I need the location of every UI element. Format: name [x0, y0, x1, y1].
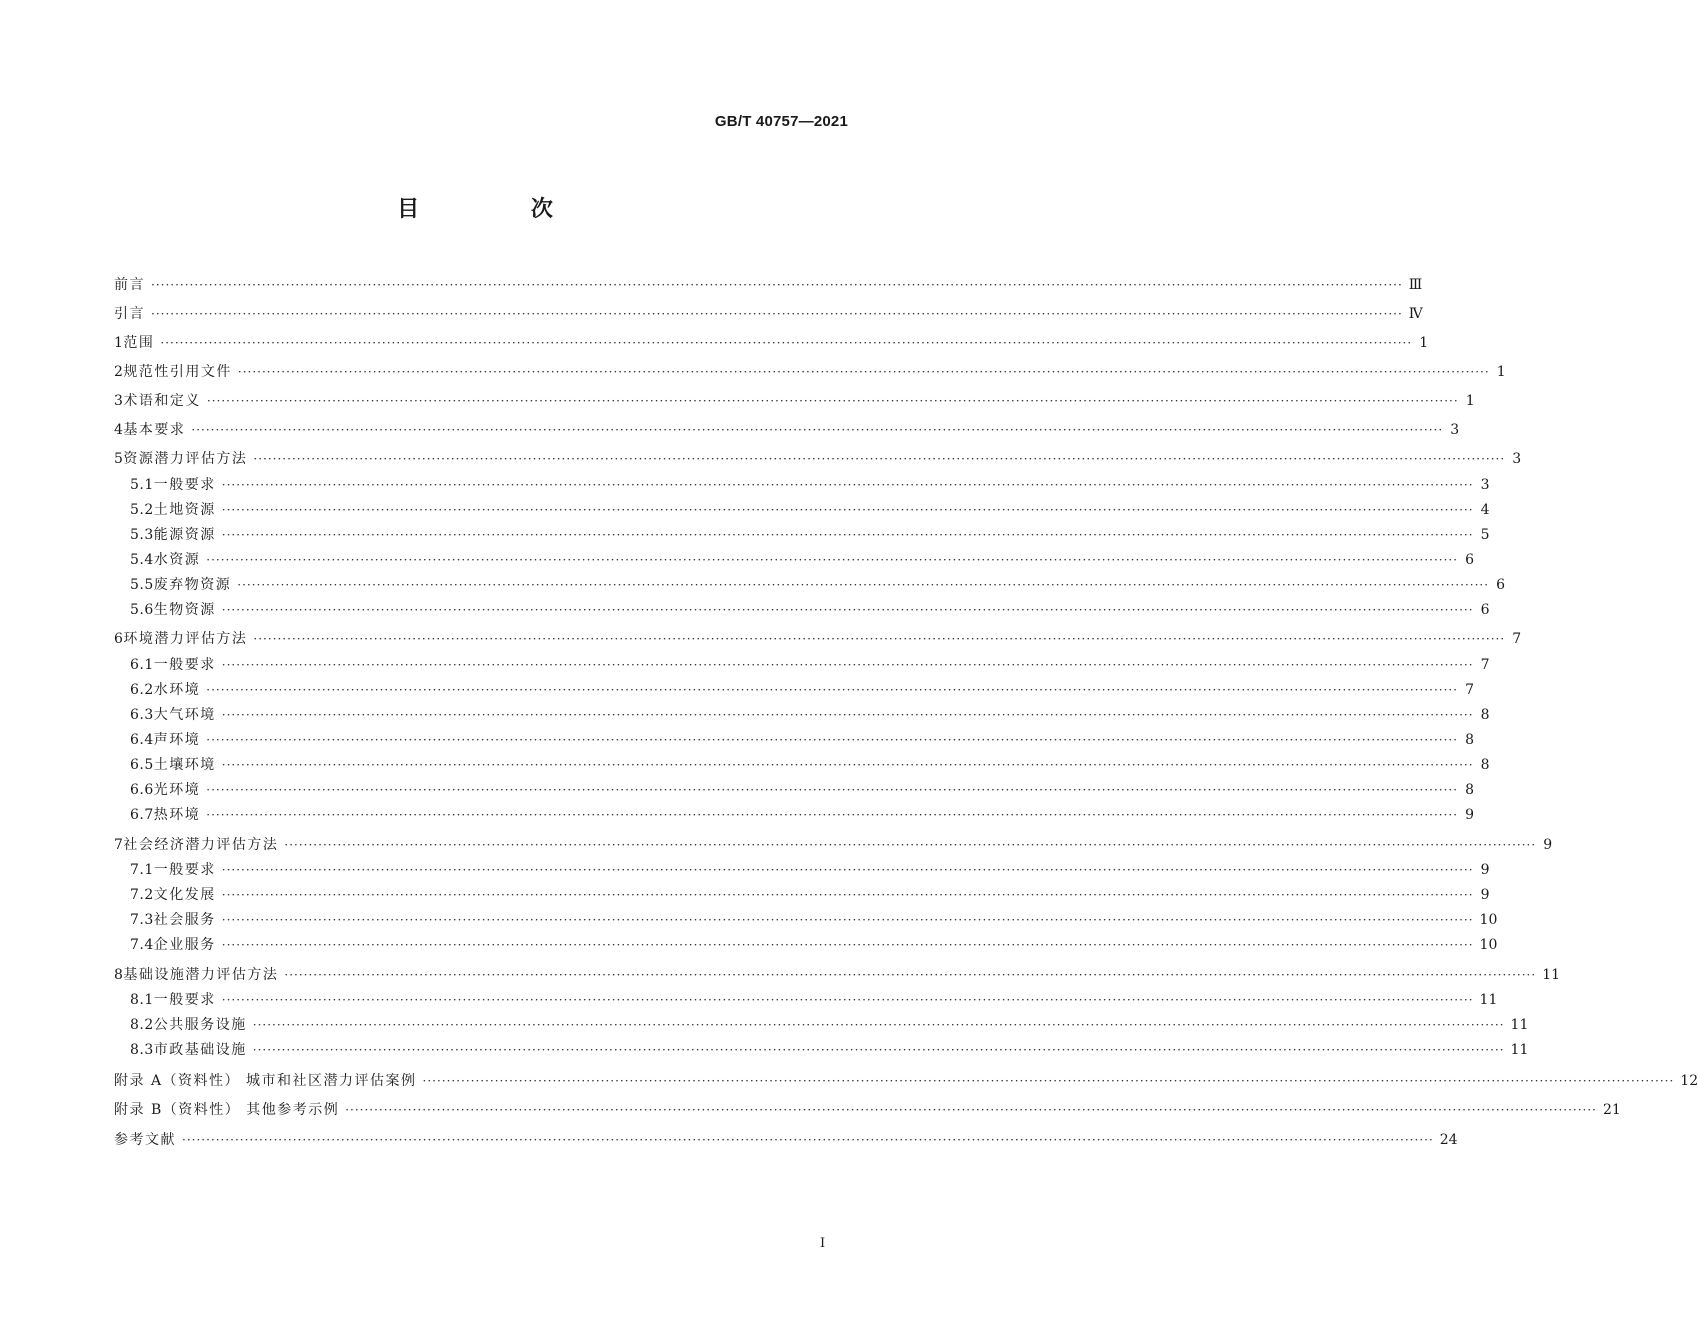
toc-entry-page: Ⅳ: [1408, 306, 1423, 322]
toc-entry-number: 6.3: [130, 707, 154, 723]
toc-entry[interactable]: [130, 704, 1490, 726]
toc-entry[interactable]: [130, 934, 1498, 956]
toc-entry[interactable]: [114, 448, 1522, 470]
toc-entry-label: 公共服务设施: [153, 1017, 247, 1033]
toc-entry-label: 热环境: [153, 807, 201, 823]
toc-entry-number: 8.3: [130, 1042, 154, 1058]
toc-entry-number: 3: [114, 393, 124, 409]
toc-entry[interactable]: [130, 549, 1475, 571]
toc-entry-number: 1: [114, 335, 124, 351]
toc-entry-label: 一般要求: [153, 992, 216, 1008]
toc-entry-page: 10: [1479, 937, 1498, 953]
toc-entry-number: 6.1: [130, 657, 154, 673]
toc-entry-label: 规范性引用文件: [123, 364, 232, 380]
toc-entry[interactable]: [130, 1039, 1529, 1061]
toc-entry[interactable]: [130, 989, 1498, 1011]
toc-entry-label: 声环境: [153, 732, 201, 748]
toc-entry-page: 21: [1602, 1102, 1621, 1118]
toc-entry-label: 一般要求: [153, 657, 216, 673]
toc-entry-label: 术语和定义: [123, 393, 201, 409]
toc-entry[interactable]: [130, 474, 1490, 496]
toc-entry-page: 10: [1479, 912, 1498, 928]
toc-entry-label: 土地资源: [153, 502, 216, 518]
dot-leader: ····································································································································································································································································: [221, 528, 1474, 542]
toc-entry-number: 4: [114, 422, 124, 438]
toc-entry-number: 7.4: [130, 937, 154, 953]
toc-entry-label: 生物资源: [153, 602, 216, 618]
toc-entry-number: 5.3: [130, 527, 154, 543]
toc-entry[interactable]: [130, 779, 1475, 801]
toc-entry-page: 7: [1512, 631, 1522, 647]
toc-entry-label: 大气环境: [153, 707, 216, 723]
dot-leader: ····································································································································································································································································: [151, 278, 1403, 292]
toc-entry-number: 6.4: [130, 732, 154, 748]
toc-entry[interactable]: [114, 628, 1522, 650]
standard-code: GB/T 40757—2021: [714, 113, 848, 130]
toc-entry[interactable]: [114, 361, 1506, 383]
dot-leader: ····································································································································································································································································: [160, 336, 1413, 350]
toc-entry-page: 12: [1680, 1073, 1698, 1089]
toc-entry-label: 光环境: [153, 782, 201, 798]
toc-entry-number: 5.1: [130, 477, 154, 493]
toc-entry-number: 5.5: [130, 577, 154, 593]
toc-entry-label: 环境潜力评估方法: [123, 631, 248, 647]
toc-entry-number: 6.7: [130, 807, 154, 823]
toc-entry-page: 11: [1479, 992, 1498, 1008]
dot-leader: ····································································································································································································································································: [252, 1043, 1505, 1057]
dot-leader: ····································································································································································································································································: [182, 1133, 1434, 1147]
toc-entry[interactable]: [114, 419, 1460, 441]
toc-entry-number: 7.1: [130, 862, 154, 878]
dot-leader: ····································································································································································································································································: [221, 758, 1474, 772]
toc-entry-number: 6.6: [130, 782, 154, 798]
dot-leader: ····································································································································································································································································: [422, 1074, 1675, 1088]
dot-leader: ····································································································································································································································································: [206, 783, 1459, 797]
toc-entry-label: 一般要求: [153, 862, 216, 878]
dot-leader: ····································································································································································································································································: [221, 658, 1474, 672]
toc-entry-label: 附录 A（资料性） 城市和社区潜力评估案例: [114, 1073, 417, 1089]
toc-entry-label: 废弃物资源: [153, 577, 232, 593]
toc-entry-number: 2: [114, 364, 124, 380]
toc-entry-page: 11: [1542, 967, 1561, 983]
toc-entry-page: 8: [1480, 757, 1490, 773]
dot-leader: ····································································································································································································································································: [237, 365, 1490, 379]
toc-entry-page: 3: [1450, 422, 1460, 438]
toc-entry-number: 5.2: [130, 502, 154, 518]
toc-entry-number: 6.2: [130, 682, 154, 698]
page-title: 目 次: [397, 197, 605, 222]
toc-entry-page: 9: [1480, 862, 1490, 878]
toc-entry-label: 文化发展: [153, 887, 216, 903]
toc-entry-page: 4: [1480, 502, 1490, 518]
toc-entry-page: 11: [1510, 1017, 1529, 1033]
toc-entry-number: 8.1: [130, 992, 154, 1008]
dot-leader: ····································································································································································································································································: [221, 708, 1474, 722]
dot-leader: ····································································································································································································································································: [191, 423, 1444, 437]
dot-leader: ····································································································································································································································································: [206, 553, 1459, 567]
toc-entry-number: 6: [114, 631, 124, 647]
toc-entry[interactable]: [130, 574, 1506, 596]
toc-entry-label: 市政基础设施: [153, 1042, 247, 1058]
dot-leader: ····································································································································································································································································: [284, 968, 1537, 982]
toc-entry-page: 1: [1465, 393, 1475, 409]
toc-entry-label: 能源资源: [153, 527, 216, 543]
toc-entry-label: 企业服务: [153, 937, 216, 953]
toc-entry-page: 7: [1480, 657, 1490, 673]
dot-leader: ····································································································································································································································································: [253, 632, 1506, 646]
toc-entry[interactable]: [114, 274, 1423, 296]
toc-entry-page: 7: [1465, 682, 1475, 698]
toc-entry[interactable]: [130, 499, 1490, 521]
toc-entry-label: 一般要求: [153, 477, 216, 493]
toc-entry-page: 8: [1465, 732, 1475, 748]
toc-entry-label: 基本要求: [123, 422, 186, 438]
toc-entry-page: 9: [1543, 837, 1553, 853]
toc-entry-number: 5: [114, 451, 124, 467]
toc-entry-label: 社会经济潜力评估方法: [123, 837, 279, 853]
toc-entry-page: 6: [1465, 552, 1475, 568]
toc-entry[interactable]: [114, 1129, 1458, 1151]
dot-leader: ····································································································································································································································································: [221, 603, 1474, 617]
toc-entry-page: 5: [1480, 527, 1490, 543]
toc-entry-number: 5.6: [130, 602, 154, 618]
dot-leader: ····································································································································································································································································: [345, 1103, 1597, 1117]
toc-entry-page: 6: [1480, 602, 1490, 618]
toc-entry[interactable]: [114, 303, 1423, 325]
dot-leader: ····································································································································································································································································: [221, 913, 1474, 927]
toc-entry-number: 7: [114, 837, 124, 853]
dot-leader: ····································································································································································································································································: [221, 503, 1474, 517]
dot-leader: ····································································································································································································································································: [221, 478, 1474, 492]
page-number: I: [820, 1236, 826, 1251]
dot-leader: ····································································································································································································································································: [206, 733, 1459, 747]
toc-entry-page: 3: [1480, 477, 1490, 493]
toc-entry[interactable]: [130, 884, 1490, 906]
dot-leader: ····································································································································································································································································: [206, 808, 1459, 822]
toc-entry-label: 土壤环境: [153, 757, 216, 773]
toc-entry-page: 11: [1510, 1042, 1529, 1058]
toc-entry-number: 6.5: [130, 757, 154, 773]
toc-entry[interactable]: [130, 859, 1490, 881]
toc-entry[interactable]: [130, 654, 1490, 676]
dot-leader: ····································································································································································································································································: [237, 578, 1490, 592]
toc-entry-page: 8: [1480, 707, 1490, 723]
toc-entry[interactable]: [130, 599, 1490, 621]
toc-entry-label: 引言: [114, 306, 145, 322]
toc-entry[interactable]: [114, 332, 1429, 354]
toc-entry-number: 8.2: [130, 1017, 154, 1033]
toc-entry[interactable]: [130, 754, 1490, 776]
toc-entry-label: 基础设施潜力评估方法: [123, 967, 279, 983]
toc-entry[interactable]: [114, 1099, 1621, 1121]
toc-entry-page: 1: [1419, 335, 1429, 351]
toc-entry[interactable]: [130, 1014, 1529, 1036]
toc-entry-label: 水资源: [153, 552, 201, 568]
toc-entry-page: 8: [1465, 782, 1475, 798]
toc-entry-label: 范围: [123, 335, 155, 351]
dot-leader: ····································································································································································································································································: [221, 938, 1474, 952]
toc-entry-page: 6: [1496, 577, 1506, 593]
toc-entry[interactable]: [114, 1070, 1698, 1092]
dot-leader: ····································································································································································································································································: [151, 307, 1403, 321]
toc-entry-label: 资源潜力评估方法: [123, 451, 248, 467]
toc-entry-page: 1: [1496, 364, 1506, 380]
toc-entry[interactable]: [130, 729, 1475, 751]
toc-entry-number: 7.3: [130, 912, 154, 928]
dot-leader: ····································································································································································································································································: [221, 888, 1474, 902]
toc-entry[interactable]: [130, 679, 1475, 701]
toc-entry-number: 8: [114, 967, 124, 983]
dot-leader: ····································································································································································································································································: [221, 993, 1474, 1007]
toc-entry-label: 参考文献: [114, 1132, 176, 1148]
toc-entry-number: 7.2: [130, 887, 154, 903]
toc-entry[interactable]: [114, 834, 1553, 856]
toc-entry[interactable]: [114, 390, 1475, 412]
dot-leader: ····································································································································································································································································: [252, 1018, 1505, 1032]
toc-entry[interactable]: [130, 804, 1475, 826]
toc-entry-number: 5.4: [130, 552, 154, 568]
toc-entry-page: Ⅲ: [1408, 277, 1423, 293]
toc-entry[interactable]: [130, 909, 1498, 931]
toc-entry-page: 9: [1465, 807, 1475, 823]
toc-entry-page: 9: [1480, 887, 1490, 903]
toc-entry-label: 前言: [114, 277, 145, 293]
dot-leader: ····································································································································································································································································: [284, 838, 1537, 852]
toc-entry-label: 水环境: [153, 682, 201, 698]
toc-entry-page: 24: [1439, 1132, 1458, 1148]
toc-entry[interactable]: [114, 964, 1561, 986]
toc-entry-label: 社会服务: [153, 912, 216, 928]
dot-leader: ····································································································································································································································································: [221, 863, 1474, 877]
toc-entry-label: 附录 B（资料性） 其他参考示例: [114, 1102, 340, 1118]
dot-leader: ····································································································································································································································································: [206, 683, 1459, 697]
dot-leader: ····································································································································································································································································: [206, 394, 1459, 408]
toc-entry-page: 3: [1512, 451, 1522, 467]
dot-leader: ····································································································································································································································································: [253, 452, 1506, 466]
toc-entry[interactable]: [130, 524, 1490, 546]
